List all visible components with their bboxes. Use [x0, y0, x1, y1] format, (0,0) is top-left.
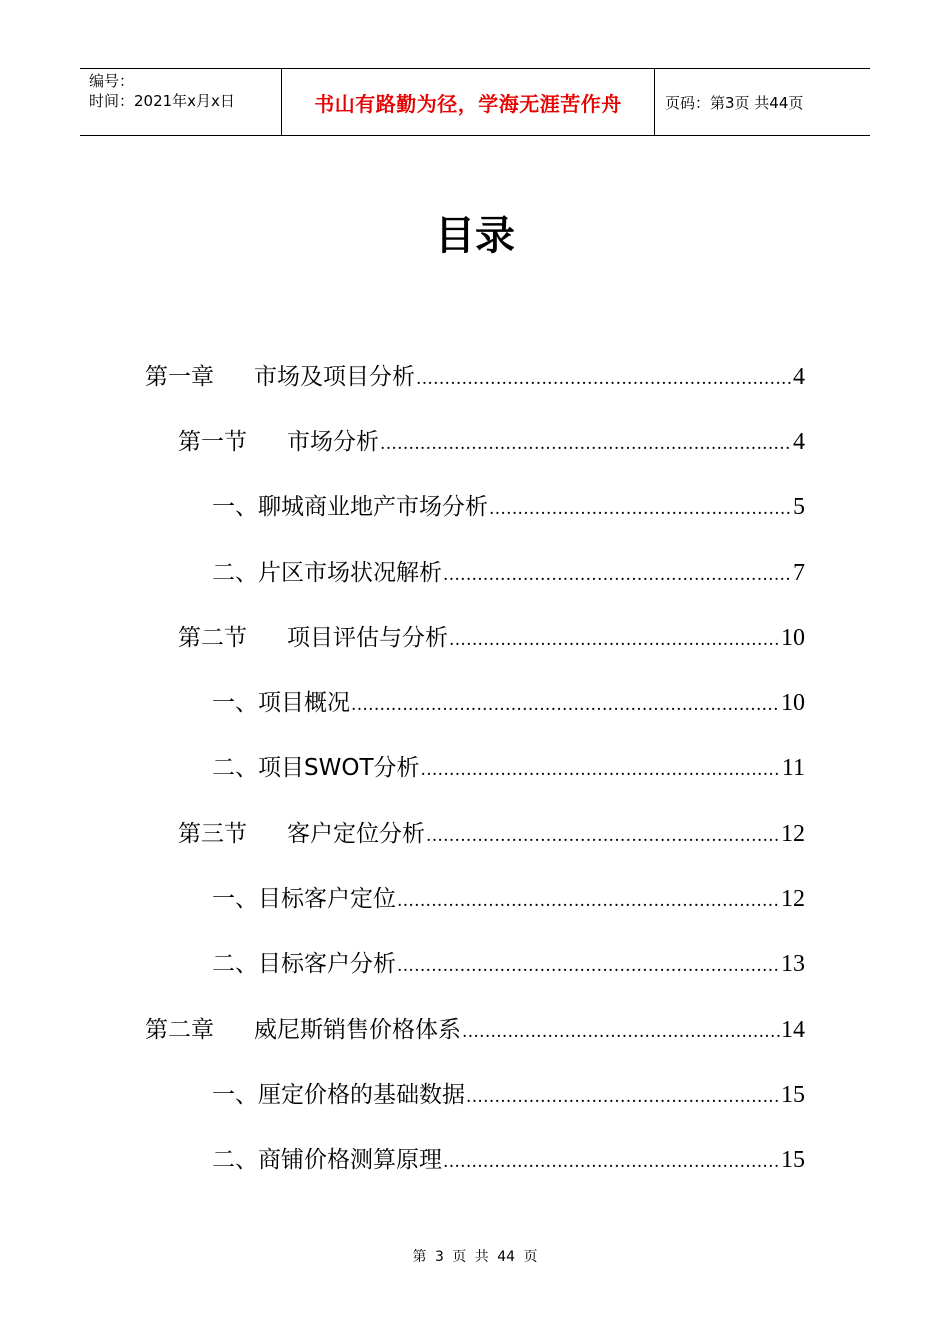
- toc-entry-title: 市场分析: [287, 429, 379, 455]
- toc-entry-title: 二、片区市场状况解析: [212, 560, 442, 586]
- toc-entry-page: 5: [793, 494, 805, 520]
- header-left-cell: [80, 69, 282, 135]
- toc-dot-leader: [443, 562, 792, 588]
- page-header: [80, 68, 870, 136]
- toc-entry-item-2-1[interactable]: [212, 1070, 805, 1110]
- toc-entry-item-1-3-2[interactable]: [212, 939, 805, 979]
- toc-entry-item-1-1-2[interactable]: [212, 548, 805, 588]
- toc-entry-title: 二、目标客户分析: [212, 951, 396, 977]
- toc-entry-title: 一、厘定价格的基础数据: [212, 1082, 465, 1108]
- toc-entry-item-1-3-1[interactable]: [212, 874, 805, 914]
- toc-dot-leader: [449, 627, 780, 653]
- header-page-info-cell: [655, 69, 870, 135]
- toc-entry-item-2-2[interactable]: [212, 1135, 805, 1175]
- toc-entry-page: 12: [781, 886, 805, 912]
- toc-entry-page: 4: [793, 429, 805, 455]
- toc-dot-leader: [489, 496, 792, 522]
- toc-entry-page: 10: [781, 690, 805, 716]
- toc-entry-page: 7: [793, 560, 805, 586]
- toc-dot-leader: [351, 692, 780, 718]
- toc-entry-chapter-1[interactable]: [145, 352, 805, 392]
- header-page-info: 页码：第3页 共44页: [665, 93, 804, 112]
- toc-entry-label: 第二节: [178, 625, 247, 651]
- toc-entry-title: 市场及项目分析: [254, 364, 415, 390]
- toc-entry-page: 14: [781, 1017, 805, 1043]
- toc-entry-page: 10: [781, 625, 805, 651]
- toc-entry-title: 二、商铺价格测算原理: [212, 1147, 442, 1173]
- header-time-label: 时间：2021年x月x日: [89, 92, 235, 110]
- toc-entry-section-1-3[interactable]: [178, 809, 805, 849]
- toc-dot-leader: [466, 1084, 780, 1110]
- toc-entry-title: 一、聊城商业地产市场分析: [212, 494, 488, 520]
- header-motto: 书山有路勤为径，学海无涯苦作舟: [314, 91, 622, 116]
- toc-dot-leader: [462, 1019, 780, 1045]
- toc-entry-title: 客户定位分析: [287, 821, 425, 847]
- toc-dot-leader: [397, 888, 780, 914]
- toc-entry-label: 第一章: [145, 364, 214, 390]
- toc-entry-page: 11: [781, 755, 805, 781]
- toc-entry-page: 15: [781, 1082, 805, 1108]
- toc-entry-section-1-2[interactable]: [178, 613, 805, 653]
- toc-entry-title: 二、项目SWOT分析: [212, 755, 420, 781]
- toc-entry-item-1-1-1[interactable]: [212, 482, 805, 522]
- toc-dot-leader: [397, 953, 780, 979]
- toc-entry-section-1-1[interactable]: [178, 417, 805, 457]
- toc-entry-page: 15: [781, 1147, 805, 1173]
- toc-dot-leader: [426, 823, 780, 849]
- toc-entry-item-1-2-1[interactable]: [212, 678, 805, 718]
- toc-dot-leader: [421, 757, 781, 783]
- toc-entry-page: 13: [781, 951, 805, 977]
- header-motto-cell: [282, 69, 655, 135]
- toc-entry-page: 12: [781, 821, 805, 847]
- toc-entry-title: 项目评估与分析: [287, 625, 448, 651]
- toc-entry-chapter-2[interactable]: [145, 1005, 805, 1045]
- toc-entry-title: 威尼斯销售价格体系: [254, 1017, 461, 1043]
- toc-entry-label: 第三节: [178, 821, 247, 847]
- toc-entry-title: 一、项目概况: [212, 690, 350, 716]
- toc-entry-title: 一、目标客户定位: [212, 886, 396, 912]
- toc-entry-item-1-2-2[interactable]: [212, 743, 805, 783]
- page-title: 目录: [435, 213, 515, 259]
- toc-dot-leader: [443, 1149, 780, 1175]
- toc-dot-leader: [416, 366, 792, 392]
- toc-entry-label: 第二章: [145, 1017, 214, 1043]
- header-number-label: 编号：: [89, 72, 135, 90]
- toc-entry-page: 4: [793, 364, 805, 390]
- toc-dot-leader: [380, 431, 792, 457]
- page-footer: 第 3 页 共 44 页: [412, 1249, 538, 1265]
- toc-entry-label: 第一节: [178, 429, 247, 455]
